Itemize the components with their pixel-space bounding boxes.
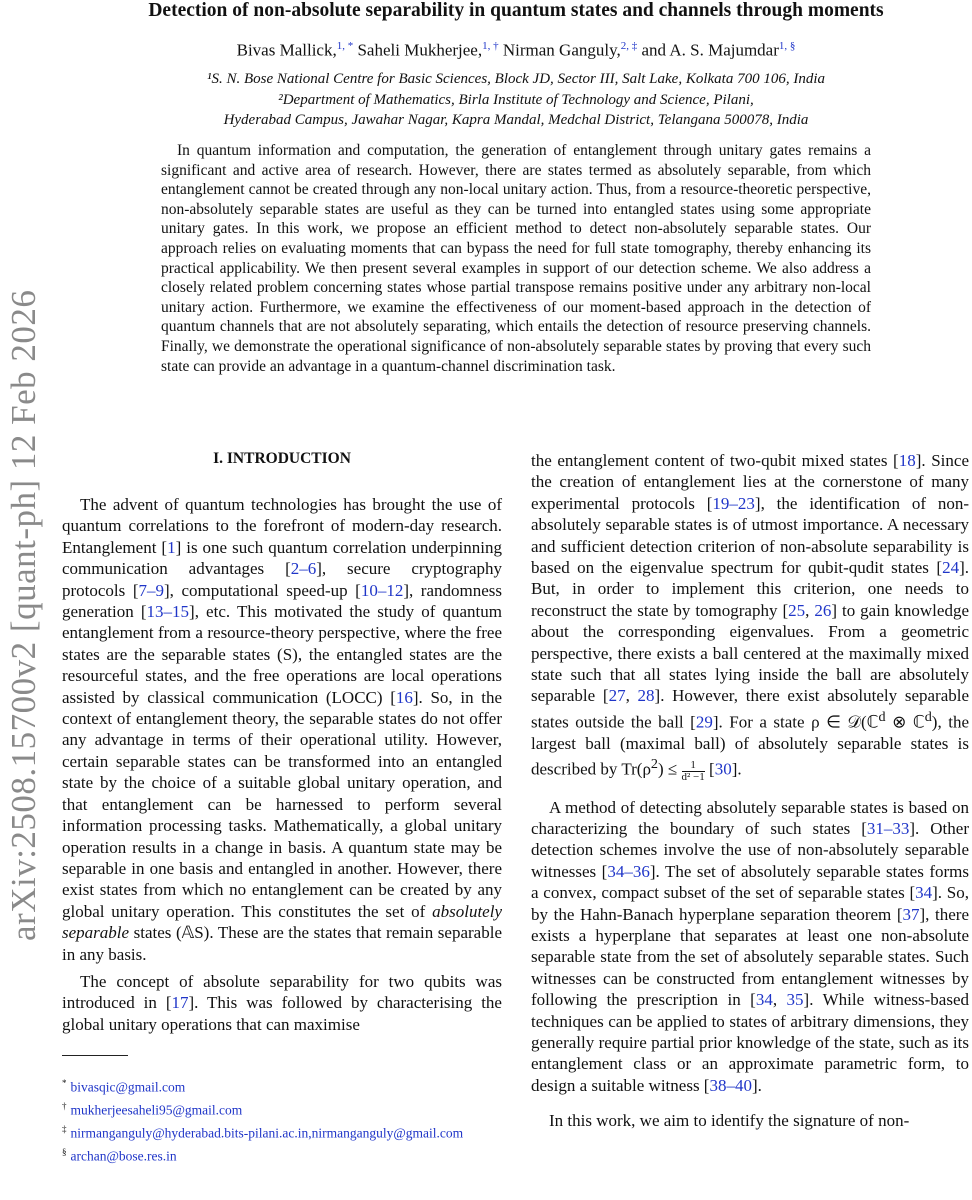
affiliation-2: ²Department of Mathematics, Birla Institute of Technology and Science, Pilani,: [278, 91, 754, 108]
author-mark[interactable]: 1, §: [778, 40, 796, 52]
affiliations: [60, 69, 972, 131]
citation-link[interactable]: 34–36: [607, 861, 650, 881]
citation-link[interactable]: 1: [167, 537, 176, 557]
citation-link[interactable]: 18: [898, 451, 916, 470]
citation-link[interactable]: 24: [942, 558, 960, 578]
affiliation-2-cont: Hyderabad Campus, Jawahar Nagar, Kapra Mandal, Medchal District, Telangana 500078, India: [223, 112, 809, 128]
author-mark[interactable]: 2, ‡: [620, 40, 638, 52]
citation-link[interactable]: 34: [755, 990, 773, 1010]
email-link[interactable]: bivasqic@gmail.com: [70, 1079, 186, 1095]
citation-link[interactable]: 2–6: [290, 559, 317, 579]
citation-link[interactable]: 17: [171, 993, 189, 1013]
email-link[interactable]: archan@bose.res.in: [70, 1148, 177, 1164]
intro-paragraph-3: the entanglement content of two-qubit mixed states [18]. Since the creation of entanglement lies at the cornerstone of many experimental protocols [19–23], the identification of non-absolutely separable states is of utmost importance. A necessary and sufficient detection criterion of non-absolute separability is based on the eigenvalue spectrum for qubit-qudit states [24]. But, in order to implement this criterion, one needs to reconstruct the state by tomography [25, 26] to gain knowledge about the corresponding eigenvalues. From a geometric perspective, there exists a ball centered at the maximally mixed state such that all states lying inside the ball are absolutely separable [27, 28]. However, there exist absolutely separable states outside the ball [29]. For a state ρ ∈ 𝒟(ℂ$^d$ ⊗ ℂ$^d$), the largest ball (maximal ball) of absolutely separable states is described by $Tr(\rho^2)$ ≤ $\frac{1}{\text{d² −1}}$ [30].: [531, 451, 970, 783]
abstract: In quantum information and computation, the generation of entanglement through unitary gates remains a significant and active area of research. However, there are states termed as absolutely separable, from which entanglement cannot be created through any non-local unitary action. Thus, from a resource-theoretic perspective, non-absolutely separable states are useful as they can be turned into entangled states using some appropriate unitary gates. In this work, we propose an efficient method to detect non-absolutely separable states. Our approach relies on evaluating moments that can bypass the need for full state tomography, thereby enhancing its practical applicability. We then present several examples in support of our detection scheme. We also address a closely related problem concerning states whose partial transpose remains positive under any arbitrary non-local unitary action. Furthermore, we examine the effectiveness of our moment-based approach in the detection of quantum channels that are not absolutely separating, which entails the detection of resource preserving channels. Finally, we demonstrate the operational significance of non-absolutely separable states by proving that every such state can provide an advantage in a quantum-channel discrimination task.: [161, 142, 871, 375]
citation-link[interactable]: 16: [395, 687, 413, 707]
citation-link[interactable]: 30: [714, 760, 732, 779]
author-name: Nirman Ganguly,: [502, 40, 621, 60]
author-name: Saheli Mukherjee,: [357, 40, 483, 60]
author-name: and A. S. Majumdar: [641, 40, 779, 60]
footnote: † mukherjeesaheli95@gmail.com: [62, 1101, 243, 1118]
author-list: [60, 40, 972, 61]
affiliation-1: ¹S. N. Bose National Centre for Basic Sciences, Block JD, Sector III, Salt Lake, Kolkata 700 106, India: [207, 71, 825, 87]
paper-title: Detection of non-absolute separability in quantum states and channels through moments: [148, 0, 884, 21]
citation-link[interactable]: 13–15: [146, 602, 190, 622]
citation-link[interactable]: 35: [786, 990, 804, 1010]
citation-link[interactable]: 37: [902, 904, 920, 924]
citation-link[interactable]: 31–33: [866, 819, 910, 838]
fraction: $\frac{1}{\text{d² −1}}$: [681, 758, 705, 783]
citation-link[interactable]: 7–9: [138, 580, 164, 600]
email-link[interactable]: nirmanganguly@hyderabad.bits-pilani.ac.in,nirmanganguly@gmail.com: [70, 1125, 464, 1141]
section-heading: I. INTRODUCTION: [213, 450, 351, 467]
intro-paragraph-4: A method of detecting absolutely separable states is based on characterizing the boundary of such states [31–33]. Other detection schemes involve the use of non-absolutely separable witnesses [34–36]. The set of absolutely separable states forms a convex, compact subset of the set of separable states [34]. So, by the Hahn-Banach hyperplane separation theorem [37], there exists a hyperplane that separates at least one non-absolute separable state from the set of absolutely separable states. Such witnesses can be constructed from entanglement witnesses by following the prescription in [34, 35]. While witness-based techniques can be applied to states of arbitrary dimensions, they generally require partial prior knowledge of the state, such as its entanglement class or an approximate parametric form, to design a suitable witness [38–40].: [531, 797, 969, 1095]
citation-link[interactable]: 28: [637, 686, 655, 706]
email-link[interactable]: mukherjeesaheli95@gmail.com: [70, 1102, 243, 1118]
italic-term: absolutely separable: [62, 901, 502, 943]
footnote: § archan@bose.res.in: [62, 1147, 177, 1164]
intro-paragraph-1: The advent of quantum technologies has brought the use of quantum correlations to the forefront of modern-day research. Entanglement [1] is one such quantum correlation underpinning communication advantages [2–6], secure cryptography protocols [7–9], computational speed-up [10–12], randomness generation [13–15], etc. This motivated the study of quantum entanglement from a resource-theory perspective, where the free states are the separable states (S), the entangled states are the resourceful states, and the free operations are local operations assisted by classical communication (LOCC) [16]. So, in the context of entanglement theory, the separable states do not offer any advantage in terms of their operational utility. However, certain separable states can be transformed into an entangled state by the choice of a suitable global unitary operation, and that entanglement can be harnessed to perform several information processing tasks. Mathematically, a global unitary operation results in a change in basis. A quantum state may be separable in one basis and entangled in another. However, there exist states from which no entanglement can be created by any global unitary operation. This constitutes the set of absolutely separable states (𝔸S). These are the states that remain separable in any basis.: [62, 495, 503, 964]
citation-link[interactable]: 38–40: [709, 1075, 752, 1095]
citation-link[interactable]: 26: [814, 600, 832, 620]
citation-link[interactable]: 34: [915, 883, 933, 903]
citation-link[interactable]: 19–23: [712, 493, 755, 513]
citation-link[interactable]: 10–12: [360, 580, 404, 600]
author-name: Bivas Mallick,: [236, 40, 337, 60]
author-mark[interactable]: 1, *: [336, 40, 354, 52]
intro-paragraph-5: In this work, we aim to identify the signature of non-: [549, 1111, 910, 1131]
footnote-rule: [62, 1055, 128, 1056]
footnote: ‡ nirmanganguly@hyderabad.bits-pilani.ac.in,nirmanganguly@gmail.com: [62, 1124, 464, 1141]
right-column: [531, 450, 969, 1138]
intro-paragraph-2: The concept of absolute separability for two qubits was introduced in [17]. This was followed by characterising the global unitary operations that can maximise: [62, 971, 502, 1034]
arxiv-identifier: arXiv:2508.15700v2 [quant-ph] 12 Feb 2026: [4, 289, 43, 941]
author-mark[interactable]: 1, †: [482, 40, 499, 52]
footnote: * bivasqic@gmail.com: [62, 1078, 186, 1095]
citation-link[interactable]: 25: [788, 600, 806, 620]
left-column: [62, 450, 502, 1166]
citation-link[interactable]: 27: [608, 686, 626, 706]
citation-link[interactable]: 29: [695, 712, 713, 732]
